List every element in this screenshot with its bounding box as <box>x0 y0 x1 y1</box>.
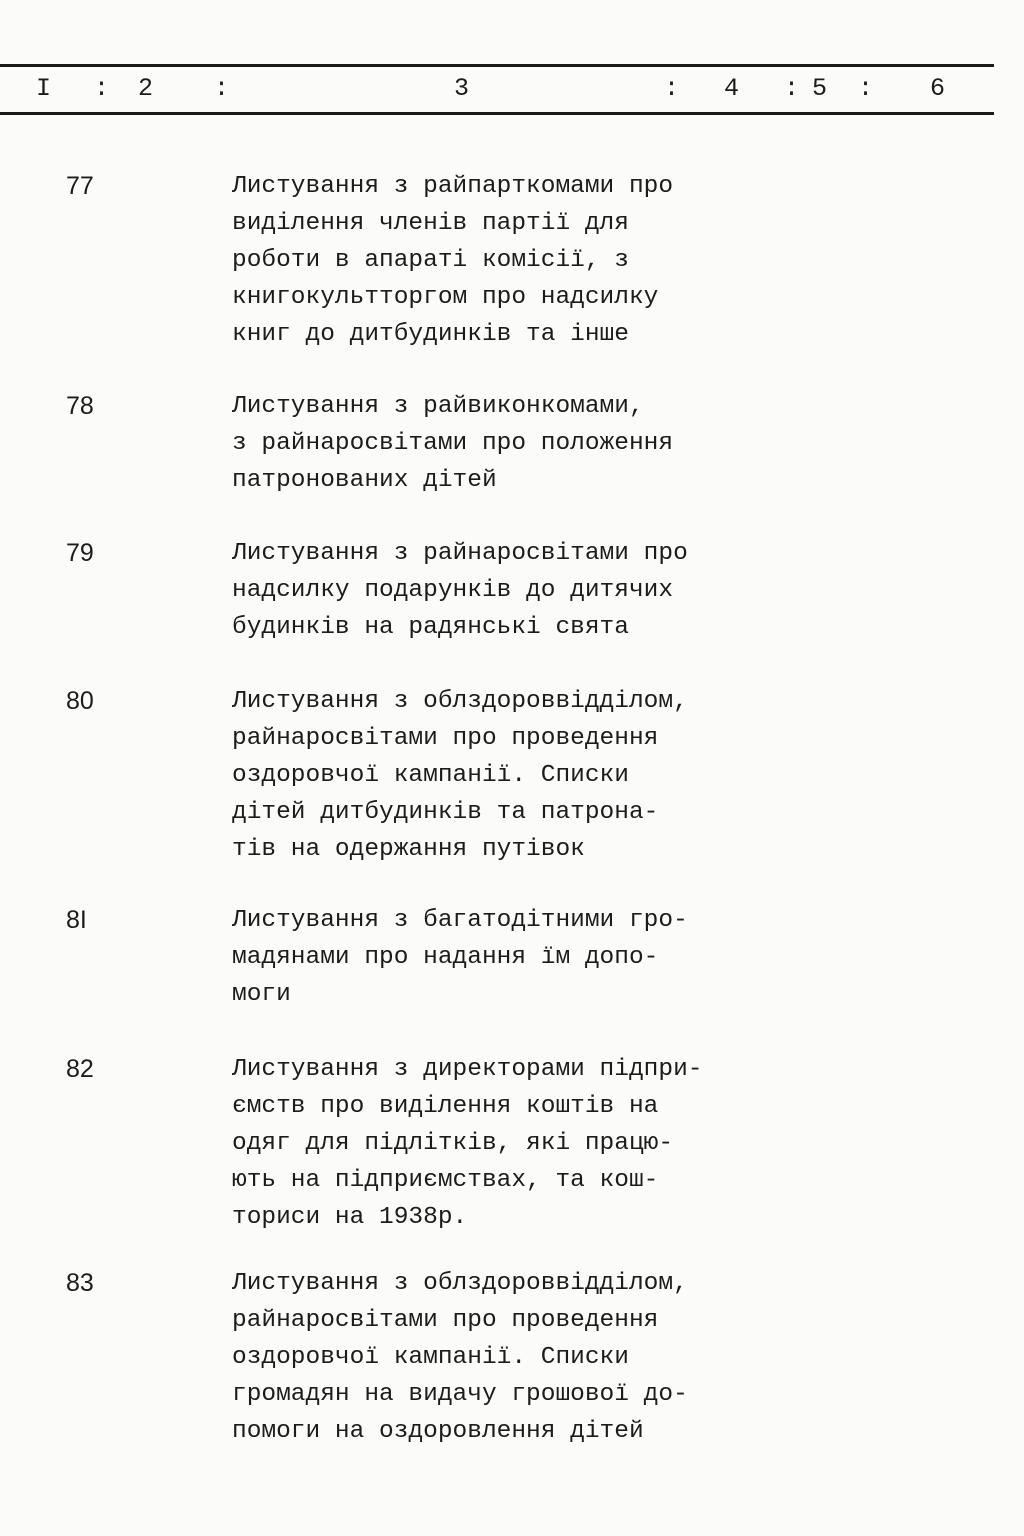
description-line: з райнаросвітами про положення <box>232 430 674 457</box>
description-line: райнаросвітами про проведення <box>232 725 659 752</box>
description-line: моги <box>232 981 291 1008</box>
description-line: роботи в апараті комісії, з <box>232 247 629 274</box>
description-line: Листування з райвиконкомами, <box>232 393 644 420</box>
column-2-header: 2 <box>138 74 154 103</box>
column-separator: : <box>858 74 874 103</box>
item-description <box>232 683 688 868</box>
description-line: оздоровчої кампанії. Списки <box>232 1344 629 1371</box>
column-separator: : <box>214 74 230 103</box>
description-line: дітей дитбудинків та патрона- <box>232 799 659 826</box>
item-description <box>232 168 673 353</box>
description-line: книгокультторгом про надсилку <box>232 284 659 311</box>
item-number: 77 <box>66 172 94 200</box>
item-number: 79 <box>66 539 94 567</box>
item-number: 82 <box>66 1055 94 1083</box>
description-line: ємств про виділення коштів на <box>232 1093 659 1120</box>
item-description <box>232 1265 688 1450</box>
item-number: 8I <box>66 906 87 934</box>
column-1-header: I <box>36 74 52 103</box>
description-line: Листування з облздороввідділом, <box>232 1270 688 1297</box>
column-separator: : <box>664 74 680 103</box>
column-separator: : <box>94 74 110 103</box>
description-line: будинків на радянські свята <box>232 614 629 641</box>
description-line: книг до дитбудинків та інше <box>232 321 629 348</box>
description-line: одяг для підлітків, які працю- <box>232 1130 674 1157</box>
header-top-rule <box>0 64 994 67</box>
column-3-header: 3 <box>454 74 470 103</box>
column-5-header: 5 <box>812 74 828 103</box>
description-line: помоги на оздоровлення дітей <box>232 1418 644 1445</box>
description-line: тів на одержання путівок <box>232 836 585 863</box>
header-bottom-rule <box>0 112 994 115</box>
description-line: райнаросвітами про проведення <box>232 1307 659 1334</box>
description-line: ють на підприємствах, та кош- <box>232 1167 659 1194</box>
description-line: Листування з багатодітними гро- <box>232 907 688 934</box>
description-line: Листування з райпарткомами про <box>232 173 674 200</box>
item-description <box>232 388 673 499</box>
item-number: 83 <box>66 1269 94 1297</box>
description-line: Листування з директорами підпри- <box>232 1056 703 1083</box>
item-description <box>232 902 688 1013</box>
item-number: 80 <box>66 687 94 715</box>
description-line: оздоровчої кампанії. Списки <box>232 762 629 789</box>
description-line: громадян на видачу грошової до- <box>232 1381 688 1408</box>
description-line: Листування з облздороввідділом, <box>232 688 688 715</box>
description-line: Листування з райнаросвітами про <box>232 540 688 567</box>
column-separator: : <box>784 74 800 103</box>
column-6-header: 6 <box>930 74 946 103</box>
description-line: виділення членів партії для <box>232 210 629 237</box>
description-line: ториси на 1938р. <box>232 1204 468 1231</box>
item-description <box>232 1051 702 1236</box>
item-number: 78 <box>66 392 94 420</box>
description-line: патронованих дітей <box>232 467 497 494</box>
description-line: мадянами про надання їм допо- <box>232 944 659 971</box>
description-line: надсилку подарунків до дитячих <box>232 577 674 604</box>
item-description <box>232 535 688 646</box>
column-4-header: 4 <box>724 74 740 103</box>
